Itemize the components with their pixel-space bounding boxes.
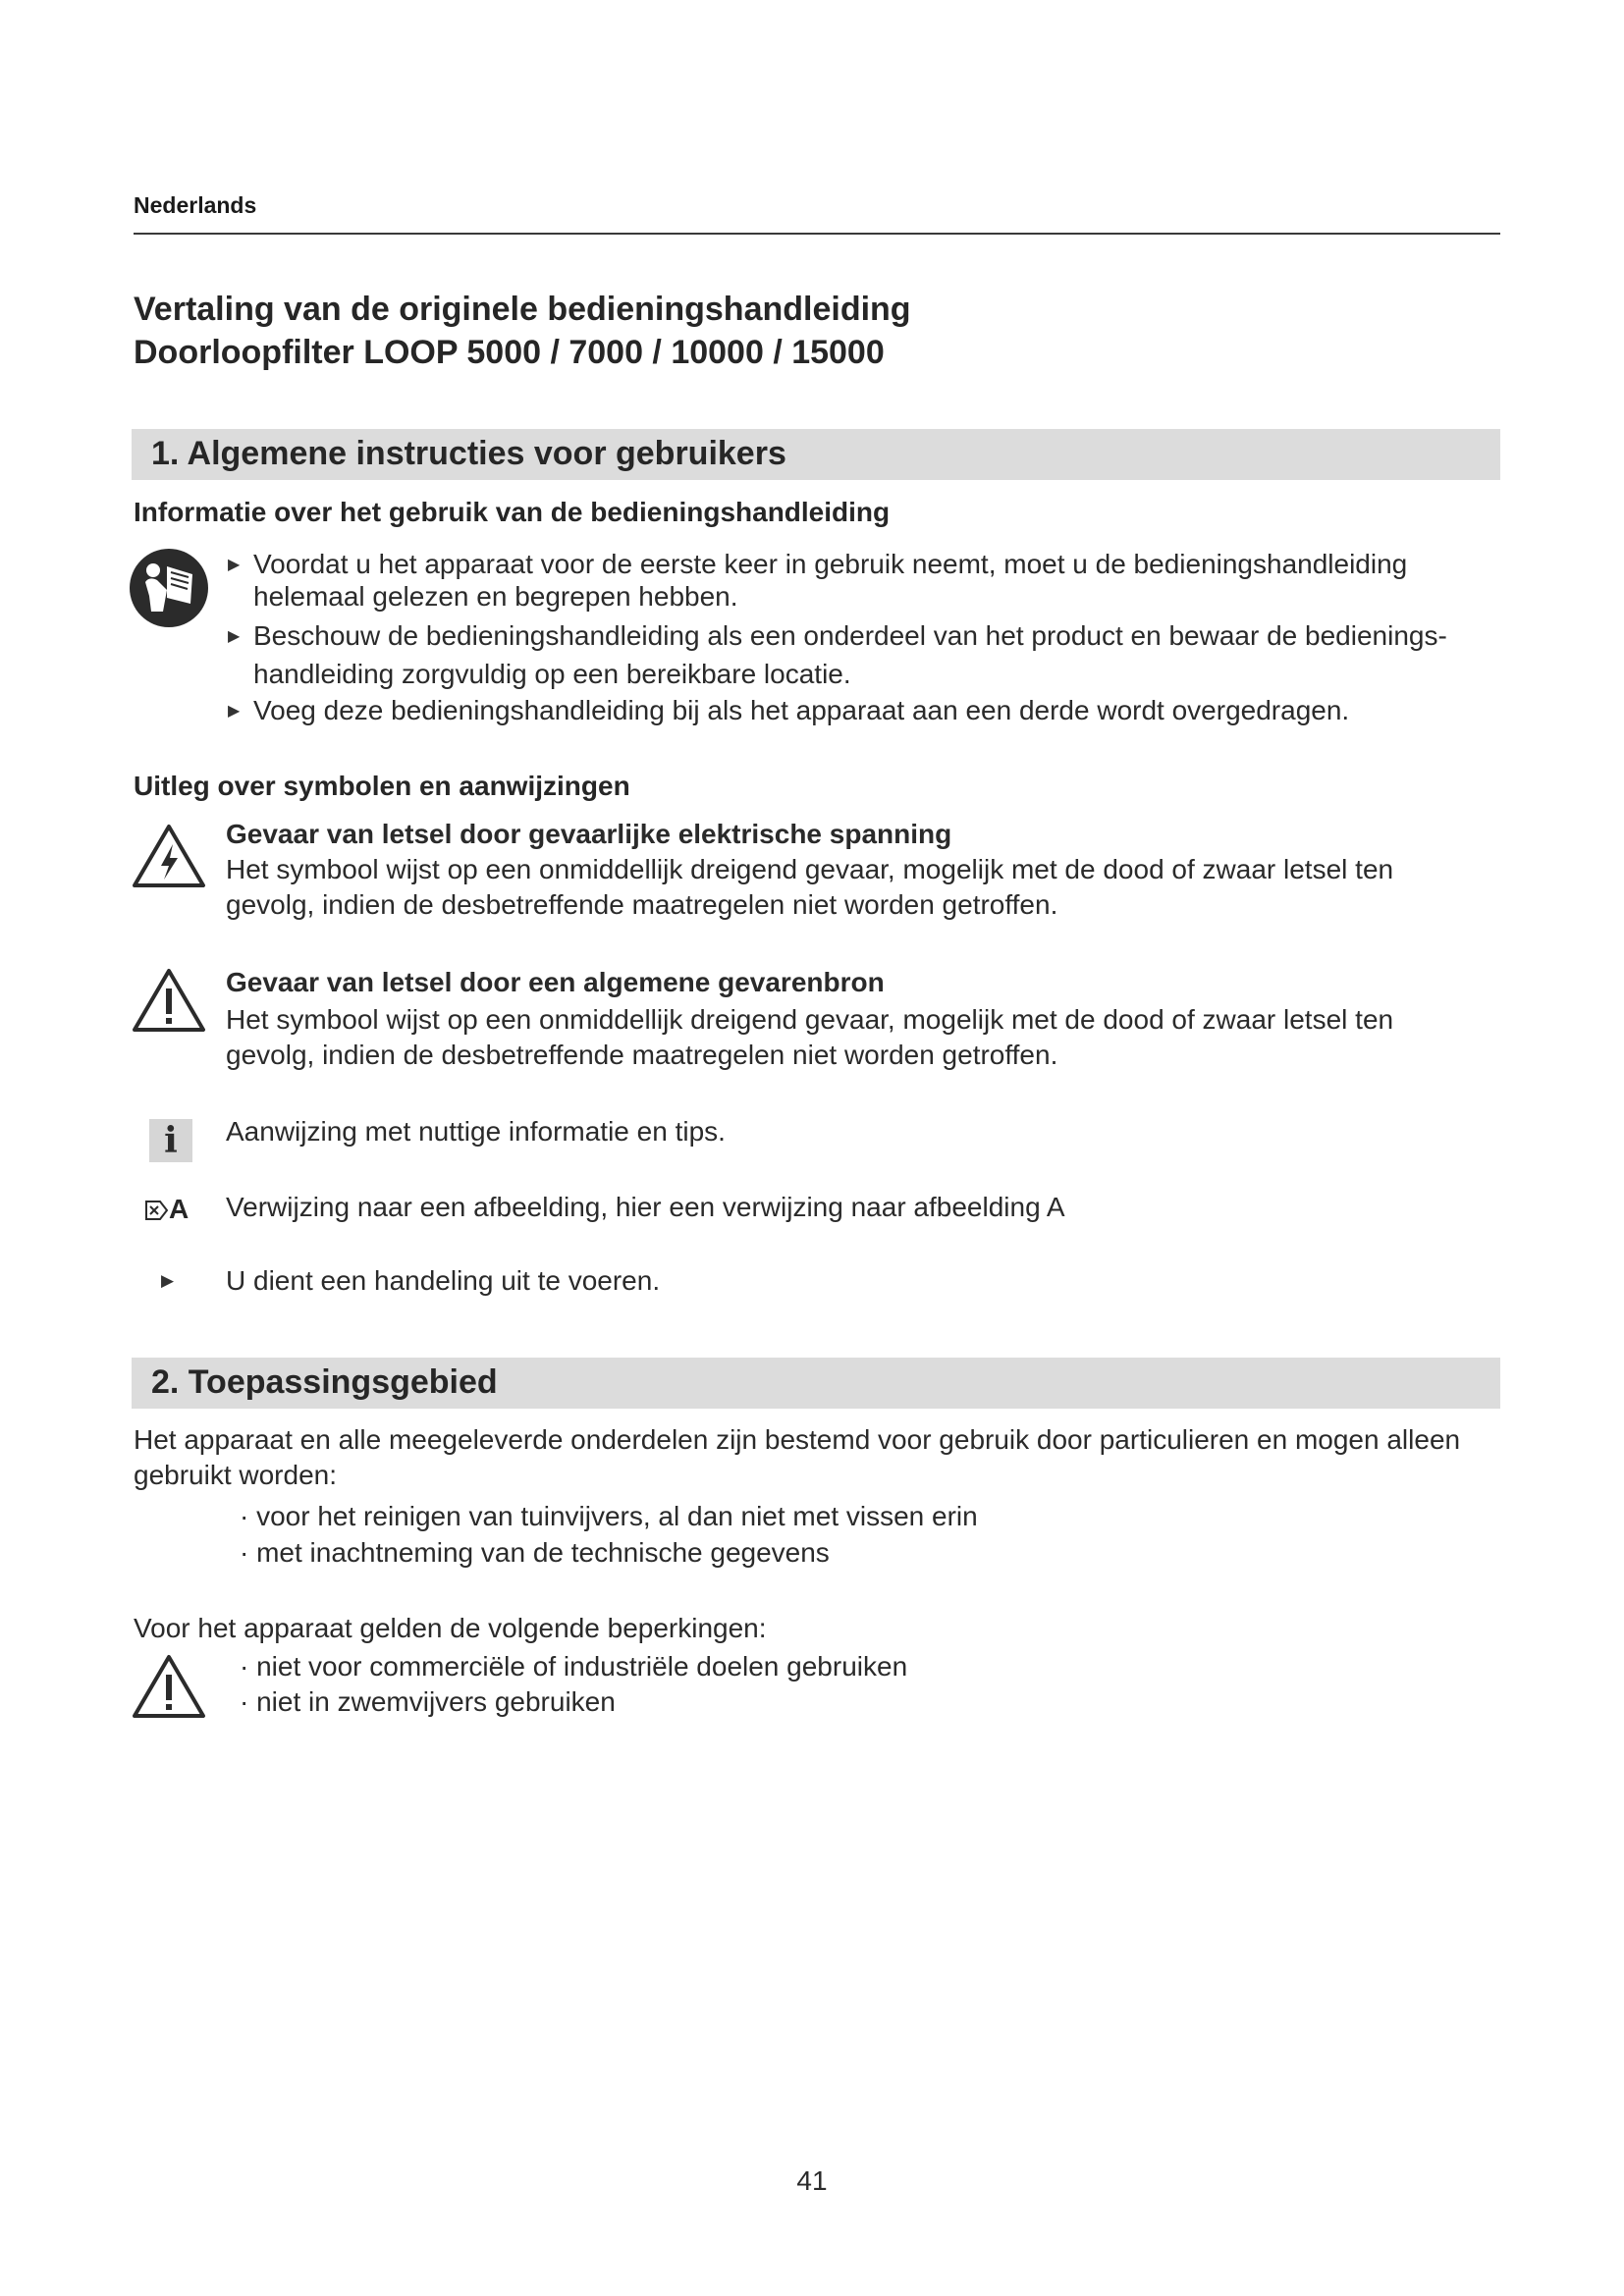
general-warning-text-1: Het symbool wijst op een onmiddellijk dreigend gevaar, mogelijk met de dood of zwaar letsel ten [226, 1004, 1394, 1035]
section-1-heading: 1. Algemene instructies voor gebruikers [151, 435, 786, 472]
restriction-1: · niet voor commerciële of industriële doelen gebruiken [240, 1651, 908, 1682]
symbols-subheading: Uitleg over symbolen en aanwijzingen [134, 771, 630, 801]
manual-bullet-1: ▶ Voordat u het apparaat voor de eerste keer in gebruik neemt, moet u de bedieningshandleiding [228, 547, 1407, 583]
section-2-bar [132, 1358, 1500, 1409]
page-number: 41 [796, 2165, 828, 2196]
application-use-1: · voor het reinigen van tuinvijvers, al dan niet met vissen erin [240, 1501, 978, 1531]
restrictions-intro: Voor het apparaat gelden de volgende beperkingen: [134, 1613, 767, 1643]
application-use-2: · met inachtneming van de technische gegevens [240, 1537, 830, 1568]
section-2-heading: 2. Toepassingsgebied [151, 1363, 498, 1401]
header-language: Nederlands [134, 192, 257, 218]
electrical-warning-text-2: gevolg, indien de desbetreffende maatregelen niet worden getroffen. [226, 889, 1058, 920]
info-icon: i [149, 1119, 192, 1162]
manual-bullet-2: ▶ Beschouw de bedieningshandleiding als een onderdeel van het product en bewaar de bedienings- [228, 618, 1447, 655]
electrical-warning-title: Gevaar van letsel door gevaarlijke elektrische spanning [226, 819, 952, 849]
general-warning-icon [132, 1653, 206, 1720]
manual-usage-subheading: Informatie over het gebruik van de bedieningshandleiding [134, 497, 891, 527]
section-1-bar [132, 429, 1500, 480]
electrical-warning-icon [132, 823, 206, 889]
manual-bullet-2-cont: handleiding zorgvuldig op een bereikbare locatie. [253, 659, 851, 689]
general-warning-icon [132, 967, 206, 1034]
restriction-2: · niet in zwemvijvers gebruiken [240, 1686, 616, 1717]
general-warning-text-2: gevolg, indien de desbetreffende maatregelen niet worden getroffen. [226, 1040, 1058, 1070]
action-bullet-icon: ▶ [228, 557, 241, 573]
action-bullet-icon: ▶ [228, 703, 241, 720]
document-title-line1: Vertaling van de originele bedieningshandleiding [134, 291, 911, 328]
action-bullet-icon: ▶ [161, 1271, 175, 1290]
header-divider [134, 233, 1500, 235]
figure-reference-text: Verwijzing naar een afbeelding, hier een verwijzing naar afbeelding A [226, 1192, 1065, 1222]
action-text: U dient een handeling uit te voeren. [226, 1265, 661, 1296]
document-title-line2: Doorloopfilter LOOP 5000 / 7000 / 10000 / 15000 [134, 334, 885, 371]
application-intro-1: Het apparaat en alle meegeleverde onderdelen zijn bestemd voor gebruik door particulieren en mogen alleen [134, 1424, 1461, 1455]
application-intro-2: gebruikt worden: [134, 1460, 338, 1490]
electrical-warning-text-1: Het symbool wijst op een onmiddellijk dreigend gevaar, mogelijk met de dood of zwaar letsel ten [226, 854, 1394, 884]
read-manual-icon [128, 547, 210, 629]
manual-bullet-3: ▶ Voeg deze bedieningshandleiding bij als het apparaat aan een derde wordt overgedragen. [228, 693, 1349, 729]
info-text: Aanwijzing met nuttige informatie en tips. [226, 1116, 726, 1147]
manual-bullet-1-cont: helemaal gelezen en begrepen hebben. [253, 581, 738, 612]
figure-reference-icon: A [145, 1194, 189, 1227]
action-bullet-icon: ▶ [228, 628, 241, 645]
general-warning-title: Gevaar van letsel door een algemene gevarenbron [226, 967, 885, 997]
